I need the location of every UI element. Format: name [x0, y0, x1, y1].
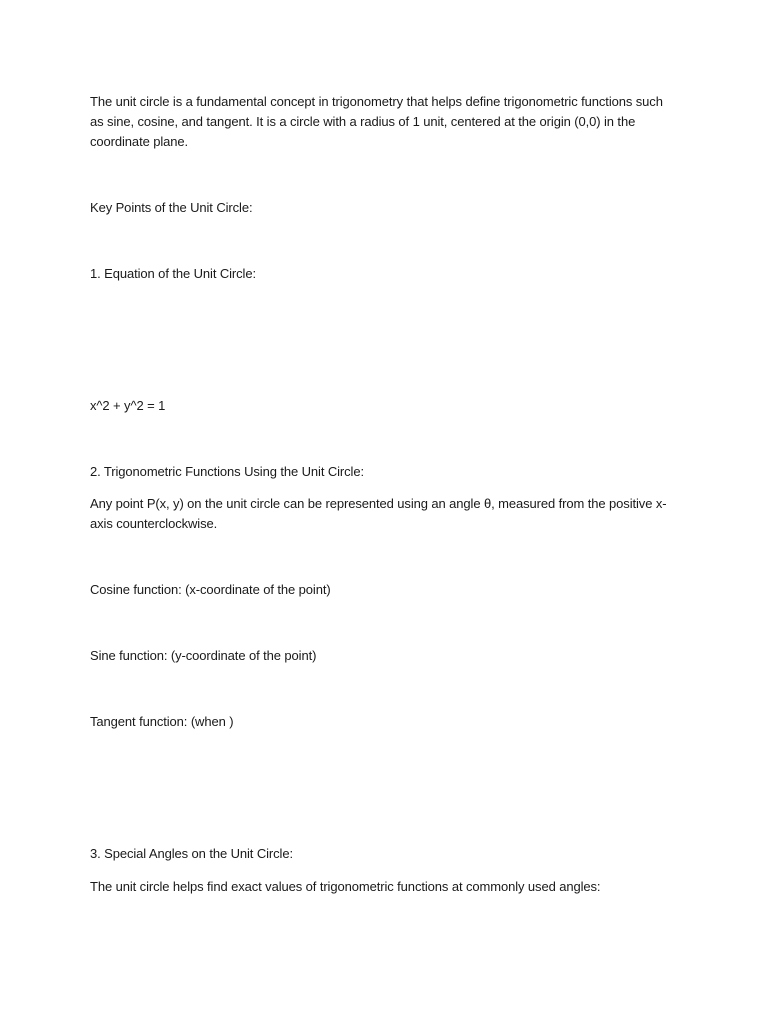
sine-function-line: Sine function: (y-coordinate of the point): [90, 648, 317, 663]
section-2-heading: 2. Trigonometric Functions Using the Unit Circle:: [90, 464, 364, 479]
intro-paragraph: The unit circle is a fundamental concept in trigonometry that helps define trigonometric functions such as sine, cosine, and tangent. It is a circle with a radius of 1 unit, centered at the origin (0,0) in the coordinate plane.: [90, 94, 663, 149]
cosine-function-line: Cosine function: (x-coordinate of the point): [90, 582, 331, 597]
unit-circle-equation: x^2 + y^2 = 1: [90, 398, 166, 413]
section-1-heading: 1. Equation of the Unit Circle:: [90, 266, 256, 281]
key-points-heading: Key Points of the Unit Circle:: [90, 200, 253, 215]
tangent-function-line: Tangent function: (when ): [90, 714, 234, 729]
section-3-paragraph: The unit circle helps find exact values of trigonometric functions at commonly used angles:: [90, 879, 601, 894]
section-3-heading: 3. Special Angles on the Unit Circle:: [90, 846, 293, 861]
section-2-paragraph: Any point P(x, y) on the unit circle can be represented using an angle θ, measured from the positive x-axis counterclockwise.: [90, 496, 667, 531]
